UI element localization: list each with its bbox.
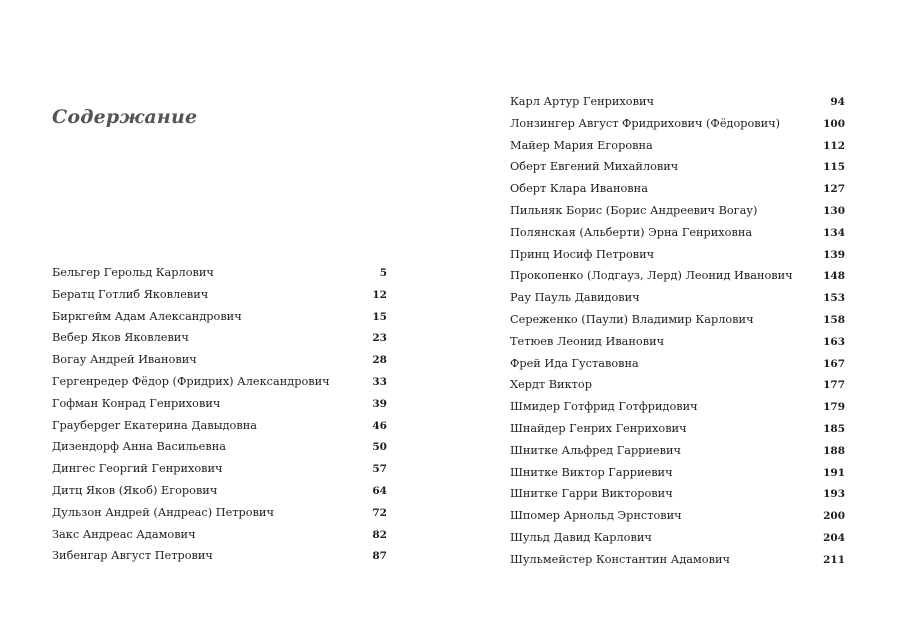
toc-entry[interactable] xyxy=(52,462,387,484)
toc-entry[interactable] xyxy=(510,553,845,575)
toc-entry-page-number: 39 xyxy=(372,397,387,410)
toc-entry[interactable] xyxy=(510,291,845,313)
toc-entry[interactable] xyxy=(52,484,387,506)
toc-entry[interactable] xyxy=(52,310,387,332)
toc-entry-name: Рау Пауль Давидович xyxy=(510,291,640,305)
toc-entry-name: Шнитке Альфред Гарриевич xyxy=(510,443,681,457)
toc-entry-page-number: 158 xyxy=(823,313,845,326)
toc-entry[interactable] xyxy=(510,226,845,248)
toc-entry-page-number: 94 xyxy=(830,96,845,108)
toc-entry-name: Хердт Виктор xyxy=(510,378,592,392)
toc-left-column xyxy=(52,266,387,571)
toc-entry-name: Шнайдер Генрих Генрихович xyxy=(510,421,687,435)
toc-entry[interactable] xyxy=(52,397,387,419)
toc-entry[interactable] xyxy=(510,378,845,400)
toc-entry[interactable] xyxy=(52,266,387,288)
toc-entry[interactable] xyxy=(510,466,845,488)
toc-entry-name: Принц Иосиф Петрович xyxy=(510,247,655,261)
page-title: Содержание xyxy=(52,106,198,128)
toc-entry-page-number: 87 xyxy=(372,550,387,563)
toc-entry-page-number: 115 xyxy=(823,161,845,174)
toc-entry-name: Зибенгар Август Петрович xyxy=(52,549,213,563)
toc-entry-page-number: 5 xyxy=(379,267,387,279)
toc-entry[interactable] xyxy=(510,531,845,553)
toc-entry-name: Полянская (Альберти) Эрна Генриховна xyxy=(510,225,753,239)
toc-entry[interactable] xyxy=(52,419,387,441)
toc-entry-page-number: 127 xyxy=(823,183,845,196)
toc-entry-name: Лонзингер Август Фридрихович (Фёдорович) xyxy=(510,116,781,130)
toc-entry-page-number: 57 xyxy=(372,463,387,476)
toc-entry-page-number: 46 xyxy=(372,419,387,432)
toc-entry-name: Вебер Яков Яковлевич xyxy=(52,331,189,345)
toc-entry[interactable] xyxy=(510,422,845,444)
toc-entry-page-number: 50 xyxy=(372,441,387,454)
toc-entry-name: Пильняк Борис (Борис Андреевич Вогау) xyxy=(510,203,758,217)
toc-entry-page-number: 72 xyxy=(372,506,387,519)
toc-entry[interactable] xyxy=(510,117,845,139)
toc-entry[interactable] xyxy=(510,204,845,226)
toc-entry-page-number: 204 xyxy=(823,531,845,544)
toc-entry-page-number: 130 xyxy=(823,204,845,217)
toc-entry-name: Биркгейм Адам Александрович xyxy=(52,309,242,323)
toc-entry-page-number: 112 xyxy=(823,139,845,152)
toc-right-column xyxy=(510,95,845,575)
toc-entry[interactable] xyxy=(52,506,387,528)
toc-entry-name: Бератц Готлиб Яковлевич xyxy=(52,287,209,301)
toc-entry[interactable] xyxy=(52,528,387,550)
toc-entry-name: Майер Мария Егоровна xyxy=(510,138,653,152)
toc-entry[interactable] xyxy=(510,509,845,531)
toc-entry[interactable] xyxy=(52,331,387,353)
toc-entry[interactable] xyxy=(510,95,845,117)
toc-entry-page-number: 15 xyxy=(372,310,387,323)
toc-entry[interactable] xyxy=(52,375,387,397)
toc-entry-name: Шнитке Гарри Викторович xyxy=(510,487,673,501)
toc-entry-page-number: 139 xyxy=(823,248,845,261)
toc-entry-page-number: 200 xyxy=(823,510,845,523)
toc-entry[interactable] xyxy=(510,313,845,335)
toc-entry[interactable] xyxy=(510,335,845,357)
toc-entry-name: Дитц Яков (Якоб) Егорович xyxy=(52,483,218,497)
toc-entry-page-number: 163 xyxy=(823,335,845,348)
toc-entry[interactable] xyxy=(510,487,845,509)
toc-entry-page-number: 64 xyxy=(372,484,387,497)
toc-entry-name: Тетюев Леонид Иванович xyxy=(510,334,665,348)
toc-entry-name: Шульд Давид Карлович xyxy=(510,530,652,544)
toc-entry-name: Фрей Ида Густавовна xyxy=(510,356,639,370)
toc-entry-name: Карл Артур Генрихович xyxy=(510,95,654,108)
toc-entry-name: Шнитке Виктор Гарриевич xyxy=(510,465,673,479)
toc-entry[interactable] xyxy=(510,182,845,204)
toc-entry-name: Дингес Георгий Генрихович xyxy=(52,462,223,476)
toc-entry-page-number: 167 xyxy=(823,357,845,370)
toc-entry-page-number: 193 xyxy=(823,488,845,501)
toc-entry-page-number: 28 xyxy=(372,354,387,367)
toc-entry-page-number: 134 xyxy=(823,226,845,239)
toc-entry-page-number: 153 xyxy=(823,292,845,305)
toc-entry-page-number: 12 xyxy=(372,288,387,301)
toc-entry-page-number: 177 xyxy=(823,379,845,392)
toc-entry-name: Гофман Конрад Генрихович xyxy=(52,396,221,410)
toc-entry[interactable] xyxy=(510,248,845,270)
toc-entry-name: Грауберger Екатерина Давыдовна xyxy=(52,418,257,432)
toc-entry-page-number: 179 xyxy=(823,401,845,414)
toc-entry-page-number: 211 xyxy=(823,553,845,566)
toc-entry-name: Шмидер Готфрид Готфридович xyxy=(510,400,698,414)
toc-entry-page-number: 82 xyxy=(372,528,387,541)
toc-entry-name: Оберт Клара Ивановна xyxy=(510,182,648,196)
toc-entry-name: Шпомер Арнольд Эрнстович xyxy=(510,509,682,523)
toc-entry[interactable] xyxy=(510,400,845,422)
toc-entry[interactable] xyxy=(52,549,387,571)
toc-entry-name: Бельгер Герольд Карлович xyxy=(52,266,214,279)
toc-entry-page-number: 191 xyxy=(823,466,845,479)
toc-entry-name: Оберт Евгений Михайлович xyxy=(510,160,679,174)
toc-entry[interactable] xyxy=(52,353,387,375)
toc-entry-name: Шульмейстер Константин Адамович xyxy=(510,552,730,566)
toc-entry-name: Вогау Андрей Иванович xyxy=(52,353,197,367)
toc-entry-name: Закс Андреас Адамович xyxy=(52,527,196,541)
toc-entry[interactable] xyxy=(510,139,845,161)
toc-entry[interactable] xyxy=(52,288,387,310)
toc-entry-page-number: 100 xyxy=(823,117,845,130)
toc-entry[interactable] xyxy=(510,269,845,291)
toc-entry-name: Дизендорф Анна Васильевна xyxy=(52,440,226,454)
toc-entry-page-number: 33 xyxy=(372,375,387,388)
toc-entry[interactable] xyxy=(52,440,387,462)
toc-entry-name: Прокопенко (Лодгауз, Лерд) Леонид Иванович xyxy=(510,269,793,283)
toc-entry-page-number: 23 xyxy=(372,332,387,345)
toc-entry-page-number: 188 xyxy=(823,444,845,457)
toc-entry-page-number: 185 xyxy=(823,422,845,435)
toc-entry[interactable] xyxy=(510,160,845,182)
toc-entry-name: Сереженко (Паули) Владимир Карлович xyxy=(510,312,754,326)
toc-entry-name: Гергенредер Фёдор (Фридрих) Александрович xyxy=(52,374,330,388)
toc-entry-page-number: 148 xyxy=(823,270,845,283)
toc-entry[interactable] xyxy=(510,444,845,466)
toc-entry[interactable] xyxy=(510,357,845,379)
toc-entry-name: Дульзон Андрей (Андреас) Петрович xyxy=(52,505,274,519)
